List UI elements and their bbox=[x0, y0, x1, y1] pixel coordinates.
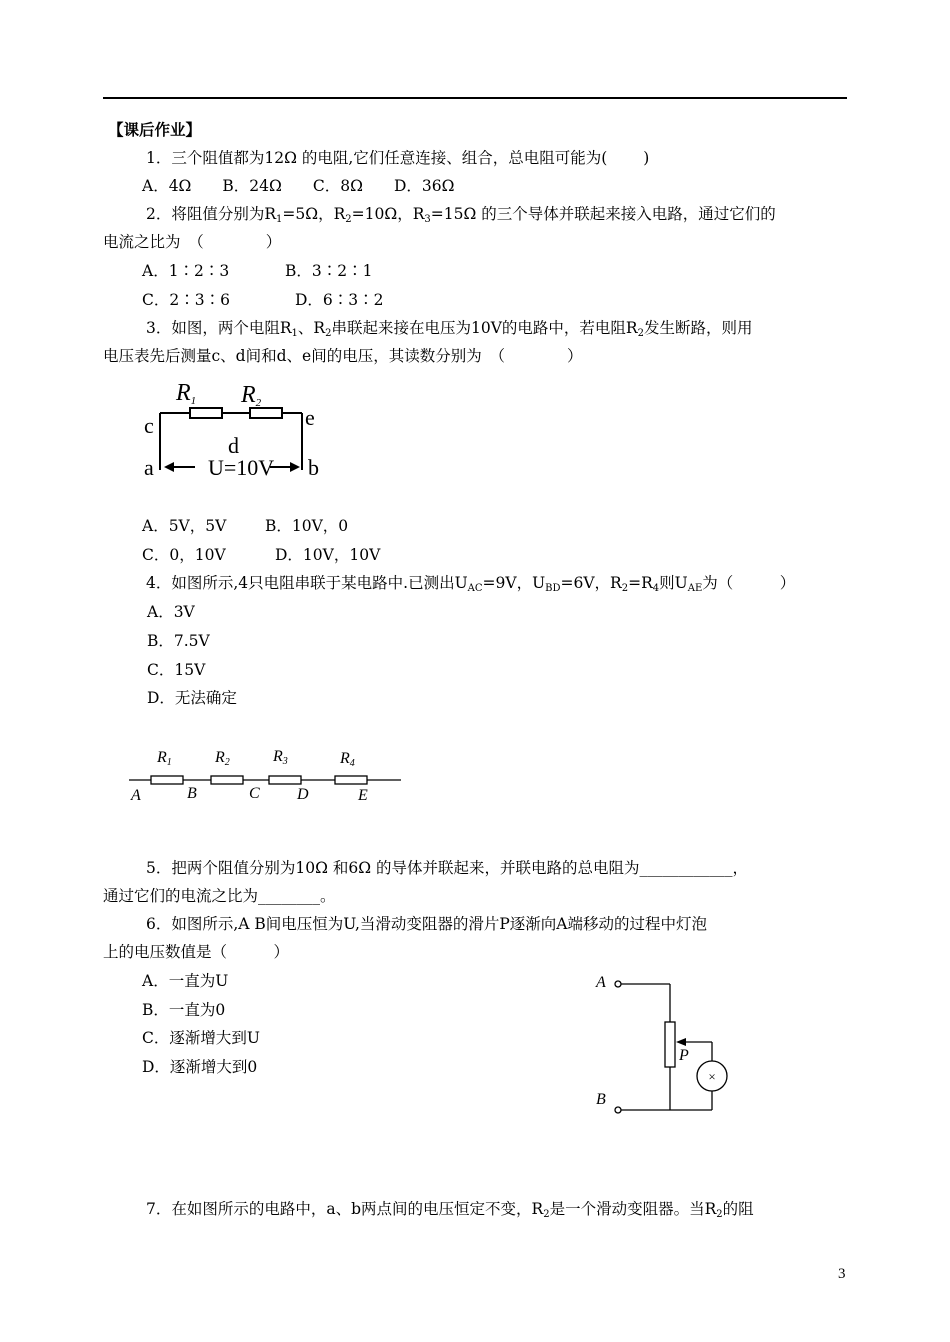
q4-node-b: B bbox=[187, 785, 197, 802]
q2-option-b: B．3∶2∶1 bbox=[285, 262, 373, 280]
section-heading: 【课后作业】 bbox=[108, 120, 202, 139]
q4-node-c: C bbox=[249, 785, 260, 802]
q2-option-a: A．1∶2∶3 bbox=[142, 262, 230, 280]
lamp-icon: × bbox=[708, 1069, 716, 1084]
q3-label-a: a bbox=[144, 455, 154, 480]
q3-option-d: D．10V，10V bbox=[275, 546, 381, 564]
q3-label-voltage: U=10V bbox=[208, 455, 275, 480]
q3-option-a: A．5V，5V bbox=[142, 517, 227, 535]
q3-label-b: b bbox=[308, 455, 319, 480]
q4-label-r2: R2 bbox=[215, 749, 230, 768]
page-number: 3 bbox=[838, 1266, 846, 1282]
q3-line1: 3．如图，两个电阻$R_1$、$R_2$串联起来接在电压为10V的电路中，若电阻$R_2$发生断路，则用 bbox=[146, 319, 753, 339]
q4-node-d: D bbox=[297, 786, 309, 803]
q4-option-d: D．无法确定 bbox=[147, 689, 237, 707]
q4-label-r3: R3 bbox=[273, 748, 288, 767]
q3-label-e: e bbox=[305, 405, 315, 430]
q6-line1: 6．如图所示,A B间电压恒为U,当滑动变阻器的滑片P逐渐向A端移动的过程中灯泡 bbox=[146, 915, 707, 933]
q4-option-c: C．15V bbox=[147, 661, 206, 679]
q5-line2: 通过它们的电流之比为________。 bbox=[103, 887, 336, 905]
q4-label-r4: R4 bbox=[340, 750, 355, 769]
q6-line2: 上的电压数值是（ ） bbox=[103, 943, 290, 961]
q1-options: A．4Ω B．24Ω C．8Ω D．36Ω bbox=[142, 177, 455, 195]
q4-line1: 4．如图所示,4只电阻串联于某电路中.已测出$U_{AC}=9V$，$U_{BD}=6V$，$R_2=R_4$则$U_{AE}$为（ ） bbox=[146, 574, 796, 594]
q5-line1: 5．把两个阻值分别为10Ω 和6Ω 的导体并联起来，并联电路的总电阻为____________， bbox=[146, 859, 749, 877]
q6-option-c: C．逐渐增大到U bbox=[142, 1029, 260, 1047]
q3-label-r2: R2 bbox=[241, 382, 262, 409]
q6-label-b: B bbox=[596, 1091, 606, 1108]
q6-option-d: D．逐渐增大到0 bbox=[142, 1058, 258, 1076]
q2-option-d: D．6∶3∶2 bbox=[295, 291, 384, 309]
q4-label-r1: R1 bbox=[157, 749, 172, 768]
q4-node-e: E bbox=[358, 787, 368, 804]
q6-label-a: A bbox=[596, 974, 606, 991]
q1-text: 1．三个阻值都为12Ω 的电阻,它们任意连接、组合，总电阻可能为( ) bbox=[146, 149, 650, 167]
q6-option-b: B．一直为0 bbox=[142, 1001, 226, 1019]
q3-option-b: B．10V，0 bbox=[265, 517, 349, 535]
q6-label-p: P bbox=[679, 1047, 689, 1064]
q2-line1: 2．将阻值分别为$R_1=5\Omega$，$R_2=10\Omega$，$R_3=15\Omega$ 的三个导体并联起来接入电路，通过它们的 bbox=[146, 205, 776, 225]
q4-option-a: A．3V bbox=[147, 603, 195, 621]
q3-option-c: C．0，10V bbox=[142, 546, 226, 564]
q4-option-b: B．7.5V bbox=[147, 632, 210, 650]
q6-option-a: A．一直为U bbox=[142, 972, 229, 990]
q4-node-a: A bbox=[131, 787, 141, 804]
q2-option-c: C．2∶3∶6 bbox=[142, 291, 230, 309]
q6-potentiometer-figure bbox=[590, 962, 750, 1122]
q2-line2: 电流之比为 （ ） bbox=[103, 233, 282, 251]
q3-label-c: c bbox=[144, 413, 154, 438]
header-rule bbox=[103, 97, 847, 99]
q7-line1: 7．在如图所示的电路中，a、b两点间的电压恒定不变，$R_2$是一个滑动变阻器。当$R_2$的阻 bbox=[146, 1200, 754, 1220]
q3-circuit-figure bbox=[140, 375, 340, 485]
q4-series-circuit-figure bbox=[125, 742, 410, 807]
q3-label-r1: R1 bbox=[176, 380, 197, 407]
q3-label-d: d bbox=[228, 433, 239, 458]
q3-line2: 电压表先后测量c、d间和d、e间的电压，其读数分别为 （ ） bbox=[103, 347, 583, 365]
